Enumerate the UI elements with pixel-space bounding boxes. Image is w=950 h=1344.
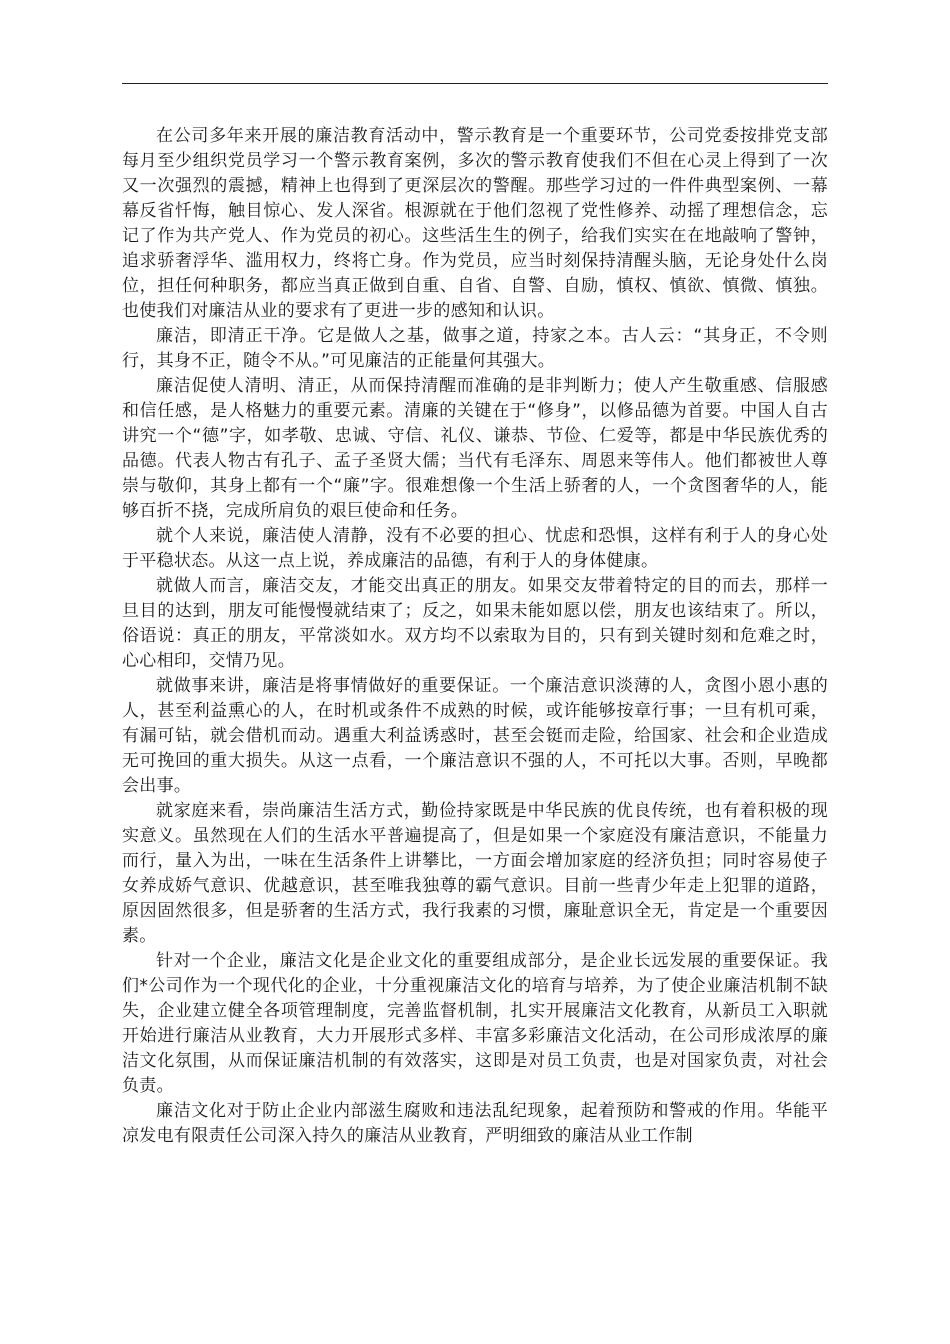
paragraph-friendship: 就做人而言，廉洁交友，才能交出真正的朋友。如果交友带着特定的目的而去，那样一旦目的达到，朋友可能慢慢就结束了；反之，如果未能如愿以偿，朋友也该结束了。所以，俗语说：真正的朋友，平常淡如水。双方均不以索取为目的，只有到关键时刻和危难之时，心心相印，交情乃见。: [122, 576, 828, 671]
paragraph-family: 就家庭来看，崇尚廉洁生活方式，勤俭持家既是中华民族的优良传统，也有着积极的现实意义。虽然现在人们的生活水平普遍提高了，但是如果一个家庭没有廉洁意识，不能量力而行，量入为出，一味在生活条件上讲攀比，一方面会增加家庭的经济负担；同时容易使子女养成娇气意识、优越意识，甚至唯我独尊的霸气意识。目前一些青少年走上犯罪的道路，原因固然很多，但是骄奢的生活方式，我行我素的习惯，廉耻意识全无，肯定是一个重要因素。: [122, 801, 828, 946]
paragraph-definition: 廉洁，即清正干净。它是做人之基，做事之道，持家之本。古人云：“其身正，不令则行，其身不正，随令不从。”可见廉洁的正能量何其强大。: [122, 326, 828, 371]
paragraph-character: 廉洁促使人清明、清正，从而保持清醒而准确的是非判断力；使人产生敬重感、信服感和信任感，是人格魅力的重要元素。清廉的关键在于“修身”，以修品德为首要。中国人自古讲究一个“德”字，如孝敬、忠诚、守信、礼仪、谦恭、节俭、仁爱等，都是中华民族优秀的品德。代表人物古有孔子、孟子圣贤大儒；当代有毛泽东、周恩来等伟人。他们都被世人尊崇与敬仰，其身上都有一个“廉”字。很难想像一个生活上骄奢的人，一个贪图奢华的人，能够百折不挠，完成所肩负的艰巨使命和任务。: [122, 376, 828, 521]
paragraph-prevention: 廉洁文化对于防止企业内部滋生腐败和违法乱纪现象，起着预防和警戒的作用。华能平凉发电有限责任公司深入持久的廉洁从业教育，严明细致的廉洁从业工作制: [122, 1101, 828, 1146]
header-rule: [122, 83, 828, 84]
paragraph-work: 就做事来讲，廉洁是将事情做好的重要保证。一个廉洁意识淡薄的人，贪图小恩小惠的人，甚至利益熏心的人，在时机或条件不成熟的时候，或许能够按章行事；一旦有机可乘，有漏可钻，就会借机而动。遇重大利益诱惑时，甚至会铤而走险，给国家、社会和企业造成无可挽回的重大损失。从这一点看，一个廉洁意识不强的人，不可托以大事。否则，早晚都会出事。: [122, 676, 828, 796]
paragraph-enterprise: 针对一个企业，廉洁文化是企业文化的重要组成部分，是企业长远发展的重要保证。我们*公司作为一个现代化的企业，十分重视廉洁文化的培育与培养，为了使企业廉洁机制不缺失，企业建立健全各项管理制度，完善监督机制，扎实开展廉洁文化教育，从新员工入职就开始进行廉洁从业教育，大力开展形式多样、丰富多彩廉洁文化活动，在公司形成浓厚的廉洁文化氛围，从而保证廉洁机制的有效落实，这即是对员工负责，也是对国家负责，对社会负责。: [122, 951, 828, 1096]
paragraph-personal: 就个人来说，廉洁使人清静，没有不必要的担心、忧虑和恐惧，这样有利于人的身心处于平稳状态。从这一点上说，养成廉洁的品德，有利于人的身体健康。: [122, 526, 828, 571]
document-body: [122, 124, 828, 1149]
paragraph-warning-education: 在公司多年来开展的廉洁教育活动中，警示教育是一个重要环节，公司党委按排党支部每月至少组织党员学习一个警示教育案例，多次的警示教育使我们不但在心灵上得到了一次又一次强烈的震撼，精神上也得到了更深层次的警醒。那些学习过的一件件典型案例、一幕幕反省忏悔，触目惊心、发人深省。根源就在于他们忽视了党性修养、动摇了理想信念，忘记了作为共产党人、作为党员的初心。这些活生生的例子，给我们实实在在地敲响了警钟，追求骄奢浮华、滥用权力，终将亡身。作为党员，应当时刻保持清醒头脑，无论身处什么岗位，担任何种职务，都应当真正做到自重、自省、自警、自励，慎权、慎欲、慎微、慎独。也使我们对廉洁从业的要求有了更进一步的感知和认识。: [122, 126, 828, 321]
